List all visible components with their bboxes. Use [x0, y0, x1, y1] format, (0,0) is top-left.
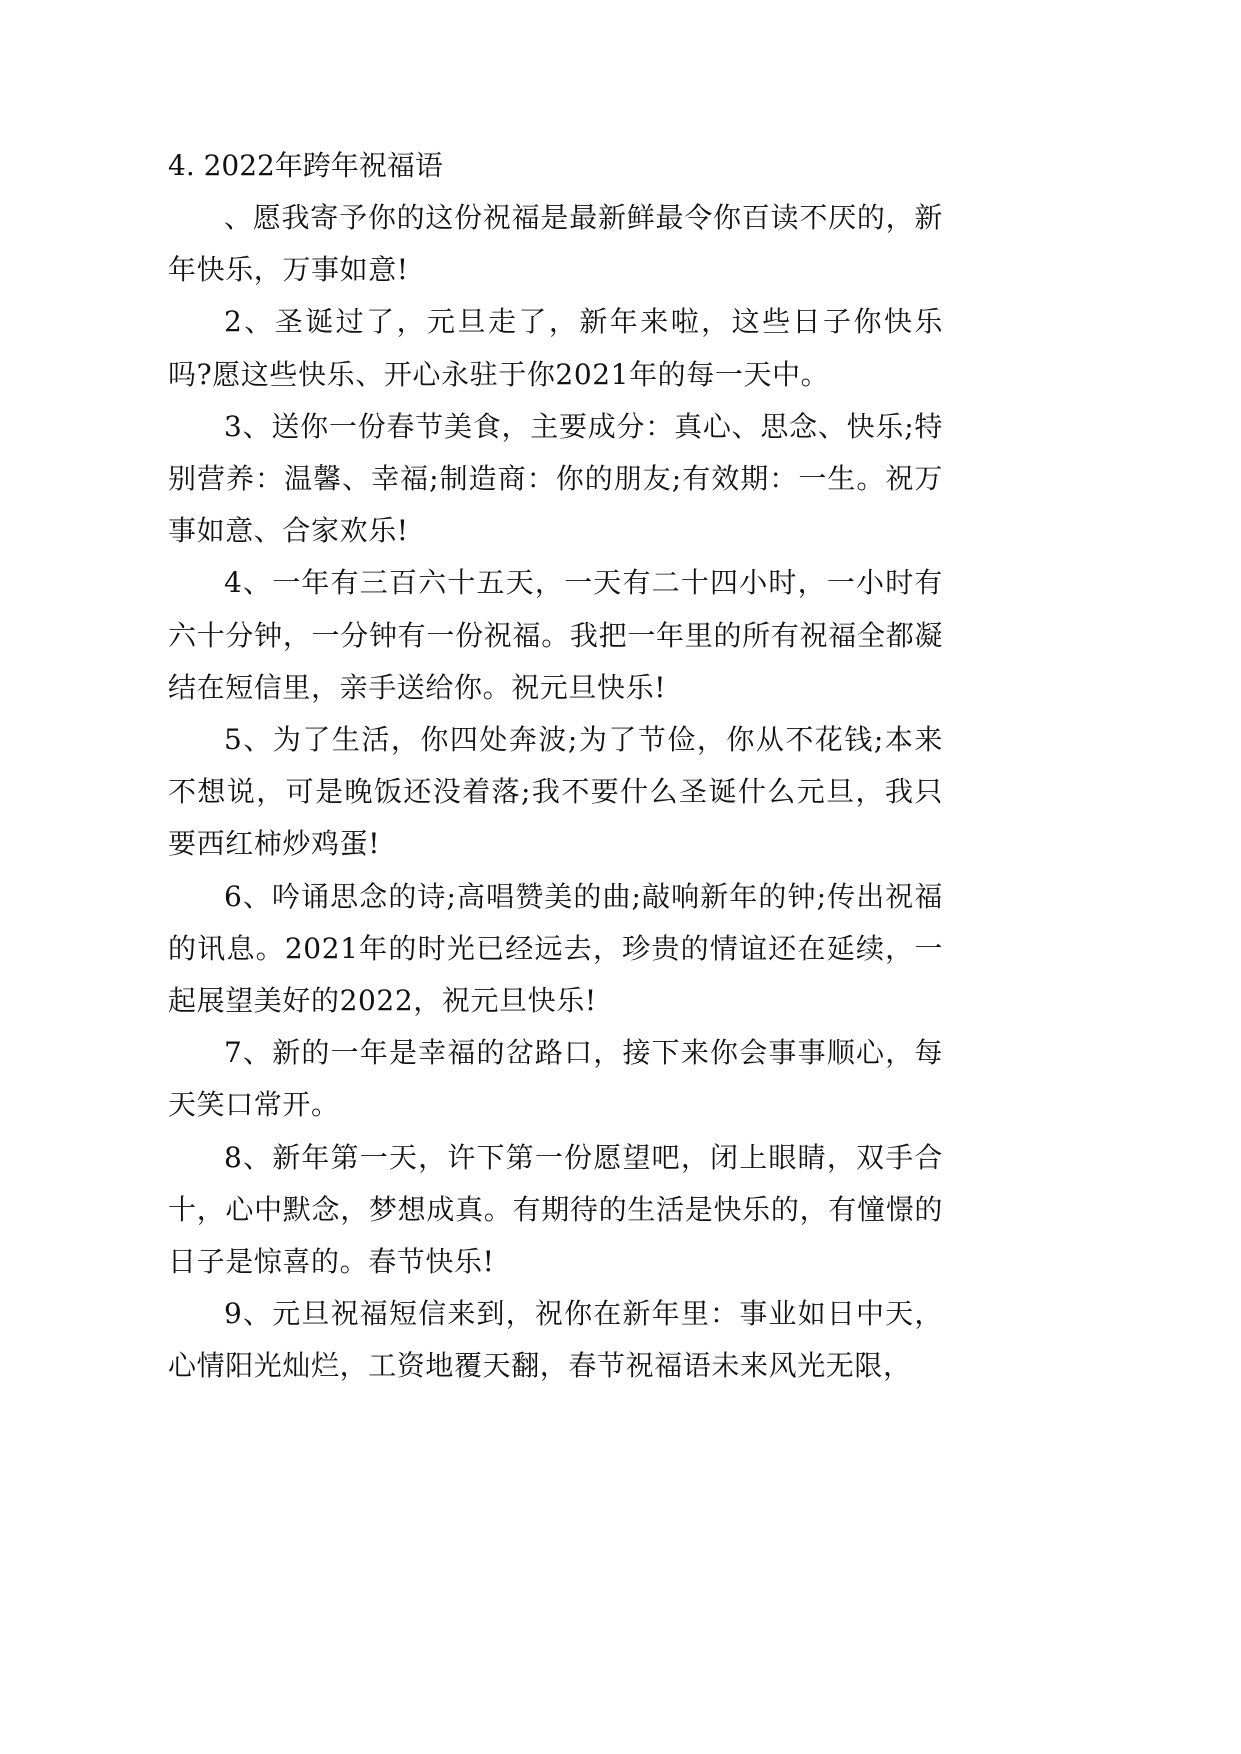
paragraph-5: 5、为了生活，你四处奔波;为了节俭，你从不花钱;本来不想说，可是晚饭还没着落;我不要什么圣诞什么元旦，我只要西红柿炒鸡蛋! [168, 723, 943, 861]
section-heading: 4. 2022年跨年祝福语 [168, 149, 443, 182]
paragraph-2: 2、圣诞过了，元旦走了，新年来啦，这些日子你快乐吗?愿这些快乐、开心永驻于你2021年的每一天中。 [168, 305, 943, 391]
paragraph-7: 7、新的一年是幸福的岔路口，接下来你会事事顺心，每天笑口常开。 [168, 1036, 943, 1122]
paragraph-9: 9、元旦祝福短信来到，祝你在新年里：事业如日中天，心情阳光灿烂，工资地覆天翻，春节祝福语未来风光无限， [168, 1297, 943, 1383]
paragraph-4: 4、一年有三百六十五天，一天有二十四小时，一小时有六十分钟，一分钟有一份祝福。我把一年里的所有祝福全都凝结在短信里，亲手送给你。祝元旦快乐! [168, 566, 943, 704]
paragraph-6: 6、吟诵思念的诗;高唱赞美的曲;敲响新年的钟;传出祝福的讯息。2021年的时光已经远去，珍贵的情谊还在延续，一起展望美好的2022，祝元旦快乐! [168, 879, 943, 1018]
paragraph-8: 8、新年第一天，许下第一份愿望吧，闭上眼睛，双手合十，心中默念，梦想成真。有期待的生活是快乐的，有憧憬的日子是惊喜的。春节快乐! [168, 1140, 943, 1279]
document-body [168, 140, 943, 1393]
paragraph-3: 3、送你一份春节美食，主要成分：真心、思念、快乐;特别营养：温馨、幸福;制造商：你的朋友;有效期：一生。祝万事如意、合家欢乐! [168, 409, 943, 548]
paragraph-1: 、愿我寄予你的这份祝福是最新鲜最令你百读不厌的，新年快乐，万事如意! [168, 201, 943, 287]
